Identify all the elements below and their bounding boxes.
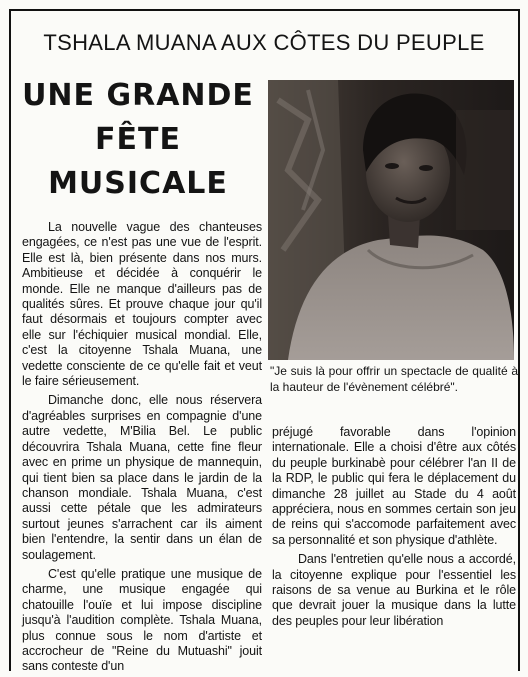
article-headline bbox=[18, 74, 258, 206]
headline-line-2: FÊTE bbox=[95, 122, 181, 157]
photo-caption: "Je suis là pour offrir un spectacle de qualité à la hauteur de l'évènement célébré". bbox=[270, 364, 518, 394]
article-column-left bbox=[22, 220, 262, 675]
headline-line-3: MUSICALE bbox=[48, 166, 228, 201]
paragraph: Dimanche donc, elle nous réservera d'agréables surprises en compagnie d'une autre vedette, M'Bilia Bel. Le public découvrira Tshala Muana, cette fine fleur avec en prime un physique de mannequin, qui tient bien sa place dans le jardin de la chanson mondiale. Tshala Muana, c'est aussi cette pétale que les admirateurs surtout jeunes s'arrachent car ils aiment bien l'entendre, la sentir dans un élan de soulagement. bbox=[22, 393, 262, 562]
article-column-right bbox=[272, 425, 516, 629]
article-kicker: TSHALA MUANA AUX CÔTES DU PEUPLE bbox=[43, 30, 485, 55]
portrait-illustration bbox=[268, 80, 514, 360]
headline-line-1: UNE GRANDE bbox=[22, 78, 254, 113]
paragraph: préjugé favorable dans l'opinion internationale. Elle a choisi d'être aux côtés du peuple burkinabè pour célébrer l'an II de la RDP, le public qui fera le déplacement du dimanche 28 juillet au Stade du 4 août appréciera, nous en sommes certain son jeu de reins qui s'accomode parfaitement avec sa personnalité et son physique d'athlète. bbox=[272, 425, 516, 547]
paragraph: Dans l'entretien qu'elle nous a accordé, la citoyenne explique pour l'essentiel les raisons de sa venue au Burkina et le rôle que devrait jouer la musique dans la lutte des peuples pour leur libération bbox=[272, 552, 516, 628]
portrait-photo bbox=[268, 80, 514, 360]
paragraph: C'est qu'elle pratique une musique de charme, une musique engagée qui chatouille l'ouïe et lui impose discipline jusqu'à l'audition complète. Tshala Muana, plus connue sous le nom d'artiste et accrocheur de "Reine du Mutuashi" jouit sans conteste d'un bbox=[22, 566, 262, 674]
paragraph: La nouvelle vague des chanteuses engagées, ce n'est pas une vue de l'esprit. Elle est là, bien présente dans nos murs. Ambitieuse et décidée à conquérir le monde. Elle ne manque d'ailleurs pas de qualités sûres. Et prouve chaque jour qu'il faut désormais et toujours compter avec elle sur l'échiquier musical mondial. Elle, c'est la citoyenne Tshala Muana, une vedette consciente de ce qu'elle fait et veut le faire sérieusement. bbox=[22, 220, 262, 389]
